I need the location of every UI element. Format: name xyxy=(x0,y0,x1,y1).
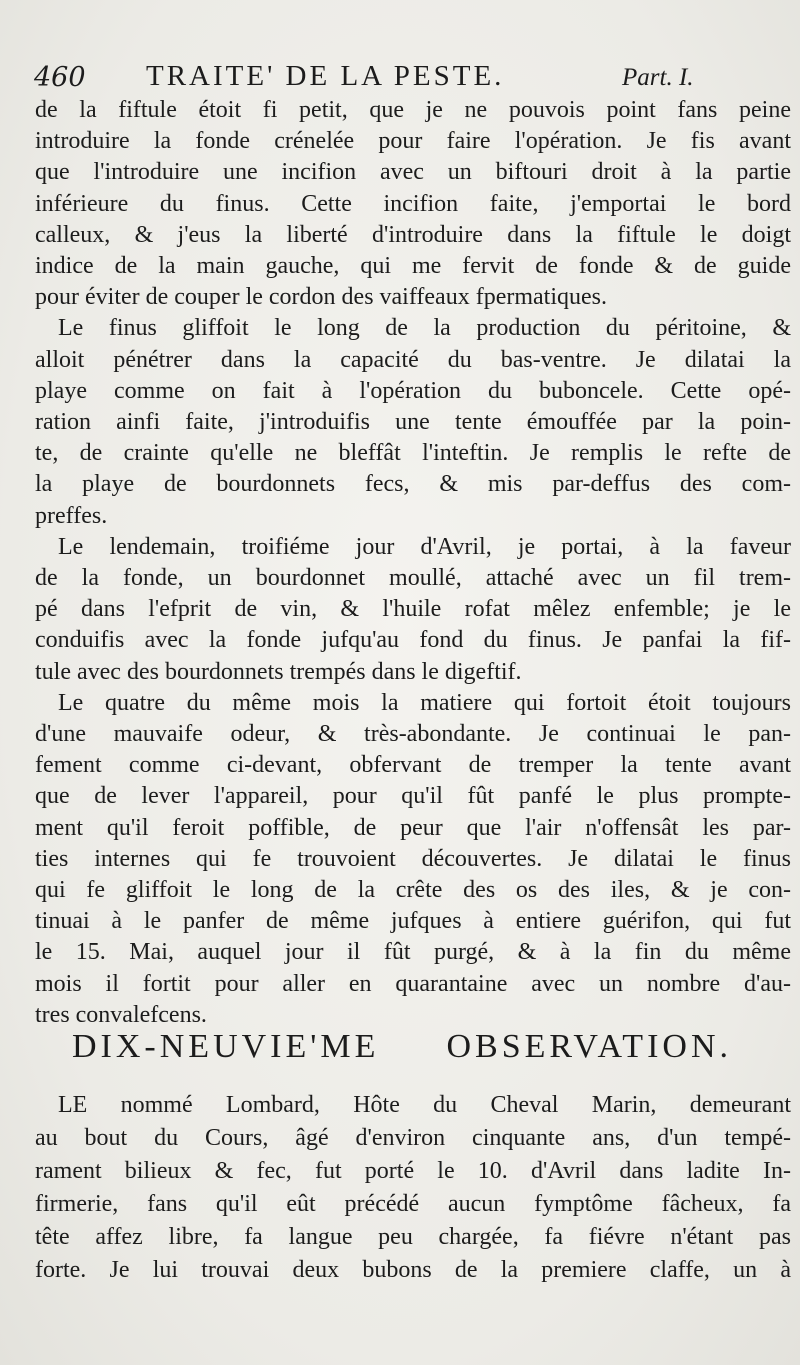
text-line: mois il fortit pour aller en quarantaine avec un nombre d'au- xyxy=(35,970,791,997)
text-line: tinuai à le panfer de même jufques à entiere guérifon, qui fut xyxy=(35,908,791,935)
text-line: introduire la fonde crénelée pour faire l'opération. Je fis avant xyxy=(35,128,791,155)
running-part: Part. I. xyxy=(622,64,694,91)
text-line: te, de crainte qu'elle ne bleffât l'inteftin. Je remplis le refte de xyxy=(35,440,791,467)
text-line: au bout du Cours, âgé d'environ cinquante ans, d'un tempé- xyxy=(35,1125,791,1151)
text-line: tête affez libre, fa langue peu chargée, fa fiévre n'étant pas xyxy=(35,1224,791,1250)
text-line: qui fe gliffoit le long de la crête des os des iles, & je con- xyxy=(35,877,791,903)
text-line: indice de la main gauche, qui me fervit de fonde & de guide xyxy=(35,253,791,279)
text-line: pour éviter de couper le cordon des vaiffeaux fpermatiques. xyxy=(35,284,607,311)
running-title: TRAITE' DE LA PESTE. xyxy=(146,60,505,92)
text-line: pé dans l'efprit de vin, & l'huile rofat mêlez enfemble; je le xyxy=(35,596,791,623)
text-line: ration ainfi faite, j'introduifis une tente émouffée par la poin- xyxy=(35,409,791,435)
text-line: Le lendemain, troifiéme jour d'Avril, je portai, à la faveur xyxy=(58,533,791,560)
text-line: conduifis avec la fonde jufqu'au fond du finus. Je panfai la fif- xyxy=(35,627,791,654)
text-line: Le finus gliffoit le long de la production du péritoine, & xyxy=(58,315,791,342)
text-line: tres convalefcens. xyxy=(35,1001,207,1028)
text-line: alloit pénétrer dans la capacité du bas-ventre. Je dilatai la xyxy=(35,346,791,373)
text-line: de la fonde, un bourdonnet moullé, attaché avec un fil trem- xyxy=(35,565,791,591)
text-line: forte. Je lui trouvai deux bubons de la premiere claffe, un à xyxy=(35,1257,791,1283)
text-line: inférieure du finus. Cette incifion faite, j'emportai le bord xyxy=(35,190,791,217)
text-line: d'une mauvaife odeur, & très-abondante. Je continuai le pan- xyxy=(35,721,791,747)
text-line: fement comme ci-devant, obfervant de tremper la tente avant xyxy=(35,752,791,779)
running-header xyxy=(34,62,734,96)
text-line: preffes. xyxy=(35,502,108,529)
text-line: playe comme on fait à l'opération du buboncele. Cette opé- xyxy=(35,377,791,404)
text-line: calleux, & j'eus la liberté d'introduire dans la fiftule le doigt xyxy=(35,221,791,248)
text-line: firmerie, fans qu'il eût précédé aucun fymptôme fâcheux, fa xyxy=(35,1191,791,1217)
text-line: le 15. Mai, auquel jour il fût purgé, & à la fin du même xyxy=(35,939,791,966)
section-title: DIX-NEUVIE'ME OBSERVATION. xyxy=(72,1028,732,1065)
page-number: 460 xyxy=(34,62,86,93)
text-line: Le quatre du même mois la matiere qui fortoit étoit toujours xyxy=(58,689,791,716)
text-line: rament bilieux & fec, fut porté le 10. d'Avril dans ladite In- xyxy=(35,1158,791,1184)
text-line: tule avec des bourdonnets trempés dans le digeftif. xyxy=(35,658,522,685)
text-line: ties internes qui fe trouvoient découvertes. Je dilatai le finus xyxy=(35,845,791,872)
text-line: la playe de bourdonnets fecs, & mis par-deffus des com- xyxy=(35,471,791,498)
text-line: que de lever l'appareil, pour qu'il fût panfé le plus prompte- xyxy=(35,783,791,810)
text-line: ment qu'il feroit poffible, de peur que l'air n'offensât les par- xyxy=(35,814,791,841)
text-line: de la fiftule étoit fi petit, que je ne pouvois point fans peine xyxy=(35,97,791,123)
text-line: que l'introduire une incifion avec un biftouri droit à la partie xyxy=(35,159,791,186)
text-line: LE nommé Lombard, Hôte du Cheval Marin, demeurant xyxy=(58,1092,791,1118)
